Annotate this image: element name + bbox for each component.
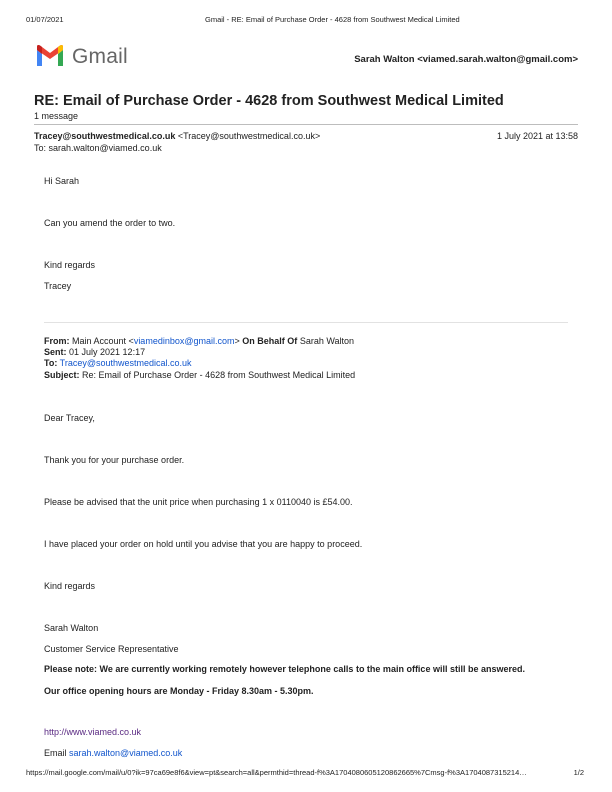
reply-regards: Kind regards <box>44 260 96 270</box>
quoted-hold: I have placed your order on hold until you advise that you are happy to proceed. <box>44 539 363 549</box>
gmail-m-icon[interactable] <box>35 44 65 68</box>
account-label: Sarah Walton <viamed.sarah.walton@gmail.com> <box>354 54 578 65</box>
print-date: 01/07/2021 <box>26 15 64 24</box>
quoted-subject-label: Subject: <box>44 370 80 380</box>
quoted-from-label: From: <box>44 336 70 346</box>
message-count: 1 message <box>34 111 79 121</box>
message-date: 1 July 2021 at 13:58 <box>496 131 578 141</box>
message-recipient: To: sarah.walton@viamed.co.uk <box>34 143 162 153</box>
message-sender <box>34 131 320 141</box>
quoted-thanks: Thank you for your purchase order. <box>44 455 185 465</box>
quoted-from <box>44 336 354 346</box>
quoted-subject <box>44 370 355 380</box>
gmail-wordmark: Gmail <box>72 45 128 68</box>
print-page-title: Gmail - RE: Email of Purchase Order - 4628 from Southwest Medical Limited <box>205 15 460 24</box>
signature-email-label: Email <box>44 748 67 758</box>
signature-email-link[interactable]: sarah.walton@viamed.co.uk <box>69 748 183 758</box>
quoted-from-close: > <box>234 336 240 346</box>
quoted-greeting: Dear Tracey, <box>44 413 95 423</box>
quoted-to-label: To: <box>44 358 58 368</box>
website-link-row <box>44 727 141 737</box>
reply-line: Can you amend the order to two. <box>44 218 176 228</box>
quoted-from-text: Main Account < <box>72 336 134 346</box>
quoted-from-email-link[interactable]: viamedinbox@gmail.com <box>133 336 235 346</box>
header-divider <box>34 124 578 125</box>
quote-divider <box>44 322 568 323</box>
quoted-sent-value: 01 July 2021 12:17 <box>69 347 146 357</box>
remote-working-note: Please note: We are currently working remotely however telephone calls to the main office will still be answered. <box>44 664 525 674</box>
quoted-to-email-link[interactable]: Tracey@southwestmedical.co.uk <box>59 358 192 368</box>
print-url: https://mail.google.com/mail/u/0?ik=97ca69e8f6&view=pt&search=all&permthid=thread-f%3A1704080605120862665%7Cmsg-f%3A1704087315214… <box>26 768 527 777</box>
sender-email: <Tracey@southwestmedical.co.uk> <box>177 131 321 141</box>
signature-title: Customer Service Representative <box>44 644 179 654</box>
opening-hours-note: Our office opening hours are Monday - Friday 8.30am - 5.30pm. <box>44 686 314 696</box>
quoted-price: Please be advised that the unit price when purchasing 1 x 0110040 is £54.00. <box>44 497 353 507</box>
quoted-behalf-label: On Behalf Of <box>242 336 298 346</box>
quoted-regards: Kind regards <box>44 581 96 591</box>
website-link[interactable]: http://www.viamed.co.uk <box>44 727 142 737</box>
thread-subject: RE: Email of Purchase Order - 4628 from Southwest Medical Limited <box>34 93 504 109</box>
signature-email-row <box>44 748 182 758</box>
sender-name: Tracey@southwestmedical.co.uk <box>34 131 176 141</box>
page-number: 1/2 <box>573 768 584 777</box>
reply-signature: Tracey <box>44 281 72 291</box>
quoted-sent <box>44 347 145 357</box>
signature-name: Sarah Walton <box>44 623 99 633</box>
quoted-behalf-name: Sarah Walton <box>299 336 355 346</box>
quoted-subject-value: Re: Email of Purchase Order - 4628 from Southwest Medical Limited <box>82 370 356 380</box>
reply-greeting: Hi Sarah <box>44 176 80 186</box>
quoted-sent-label: Sent: <box>44 347 67 357</box>
quoted-to <box>44 358 192 368</box>
